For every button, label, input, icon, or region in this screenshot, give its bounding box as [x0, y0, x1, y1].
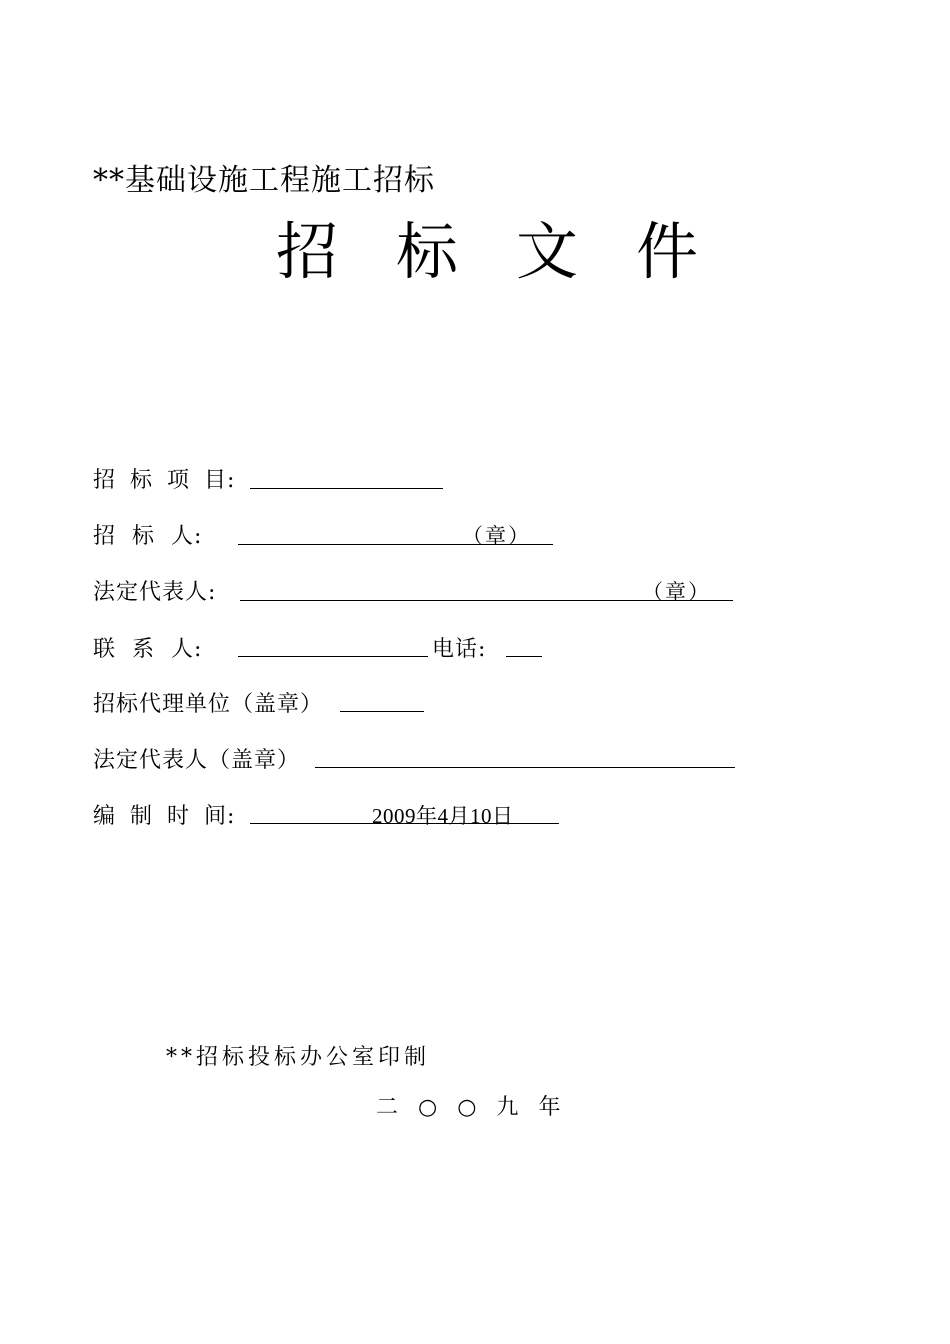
bidder-label: 招 标 人: [93, 524, 203, 549]
title-char: 件 [636, 215, 699, 288]
phone-line [506, 656, 542, 657]
year-char: ○ [457, 1095, 477, 1120]
agency-label: 招标代理单位（盖章） [93, 692, 324, 717]
year-char: 二 [376, 1095, 399, 1120]
bidder-stamp: （章） [462, 524, 531, 548]
contact-line [238, 656, 428, 657]
year-char: 九 [496, 1095, 519, 1120]
footer-organization: **招标投标办公室印制 [166, 1045, 431, 1070]
title-char: 标 [396, 215, 459, 288]
footer-year [376, 1090, 560, 1121]
title-char: 文 [516, 215, 579, 288]
phone-label: 电话: [432, 637, 487, 662]
project-line [250, 488, 443, 489]
agency-line [340, 711, 424, 712]
date-value: 2009年4月10日 [372, 804, 514, 828]
agency-rep-label: 法定代表人（盖章） [93, 748, 301, 773]
year-char: 年 [538, 1095, 561, 1120]
project-label: 招 标 项 目: [93, 468, 236, 493]
legal-rep-stamp: （章） [642, 580, 711, 604]
document-title [276, 202, 698, 291]
contact-label: 联 系 人: [93, 637, 203, 662]
agency-rep-line [315, 767, 735, 768]
legal-rep-label: 法定代表人: [93, 580, 217, 605]
document-subtitle: **基础设施工程施工招标 [93, 163, 435, 198]
year-char: ○ [418, 1095, 438, 1120]
title-char: 招 [276, 215, 339, 288]
date-label: 编 制 时 间: [93, 804, 236, 829]
